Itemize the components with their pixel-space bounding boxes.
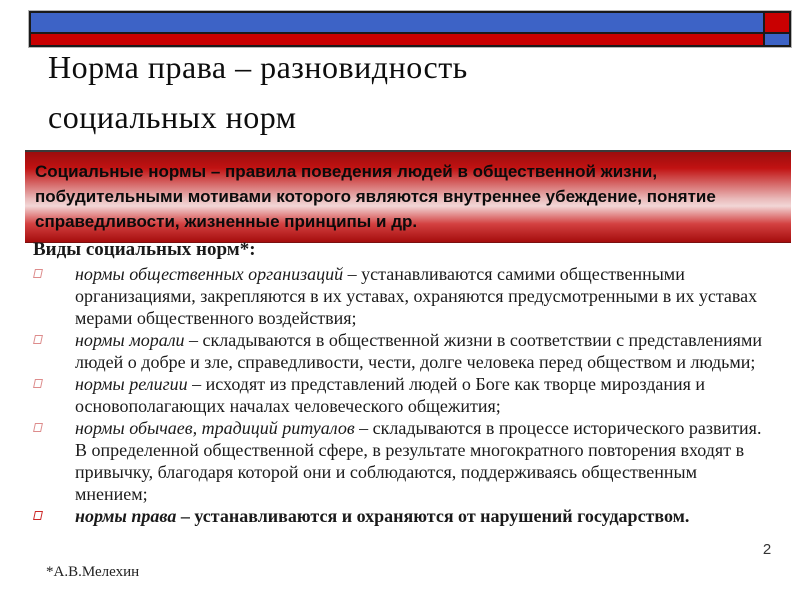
norms-list	[33, 263, 769, 527]
slide-title-line2: социальных норм	[48, 99, 297, 135]
blue-end-square	[765, 34, 789, 45]
square-bullet-icon	[33, 379, 43, 388]
bullet-lead: нормы общественных организаций	[75, 264, 344, 284]
bullet-text: – устанавливаются и охраняются от нарушений государством.	[176, 506, 690, 526]
square-bullet-icon	[33, 335, 43, 344]
slide-body	[33, 238, 769, 527]
list-heading: Виды социальных норм*:	[33, 239, 256, 260]
definition-box: Социальные нормы – правила поведения людей в общественной жизни, побудительными мотивами которого являются внутреннее убеждение, понятие справедливости, жизненные принципы и др.	[25, 150, 791, 243]
bullet-text: – складываются в общественной жизни в соответствии с представлениями людей о добре и зле, справедливости, чести, долге человека перед обществом и людьми;	[75, 330, 762, 372]
square-bullet-icon	[33, 423, 43, 432]
list-item	[33, 329, 769, 373]
bullet-text: – исходят из представлений людей о Боге как творце мироздания и основополагающих началах человеческого общежития;	[75, 374, 706, 416]
square-bullet-icon	[33, 511, 43, 520]
list-item	[33, 505, 769, 527]
square-bullet-icon	[33, 269, 43, 278]
bullet-text: – складываются в процессе исторического развития. В определенной общественной сфере, в результате многократного повторения входят в привычку, благодаря которой они и соблюдаются, поддерживаясь общественным мнением;	[75, 418, 762, 504]
bullet-text: – устанавливаются самими общественными организациями, закрепляются в их уставах, охраняются предусмотренными в их уставах мерами общественного воздействия;	[75, 264, 758, 328]
list-item	[33, 373, 769, 417]
bullet-lead: нормы религии	[75, 374, 188, 394]
list-item	[33, 263, 769, 329]
bullet-lead: нормы обычаев, традиций ритуалов	[75, 418, 355, 438]
blue-bar	[31, 13, 763, 32]
bullet-lead: нормы права	[75, 506, 177, 526]
footnote: *А.В.Мелехин	[46, 564, 140, 580]
list-item	[33, 417, 769, 505]
page-number: 2	[762, 541, 772, 558]
slide-title-line1: Норма права – разновидность	[48, 49, 468, 85]
slide-title	[48, 42, 768, 142]
red-end-square	[765, 13, 789, 32]
bullet-lead: нормы морали	[75, 330, 185, 350]
